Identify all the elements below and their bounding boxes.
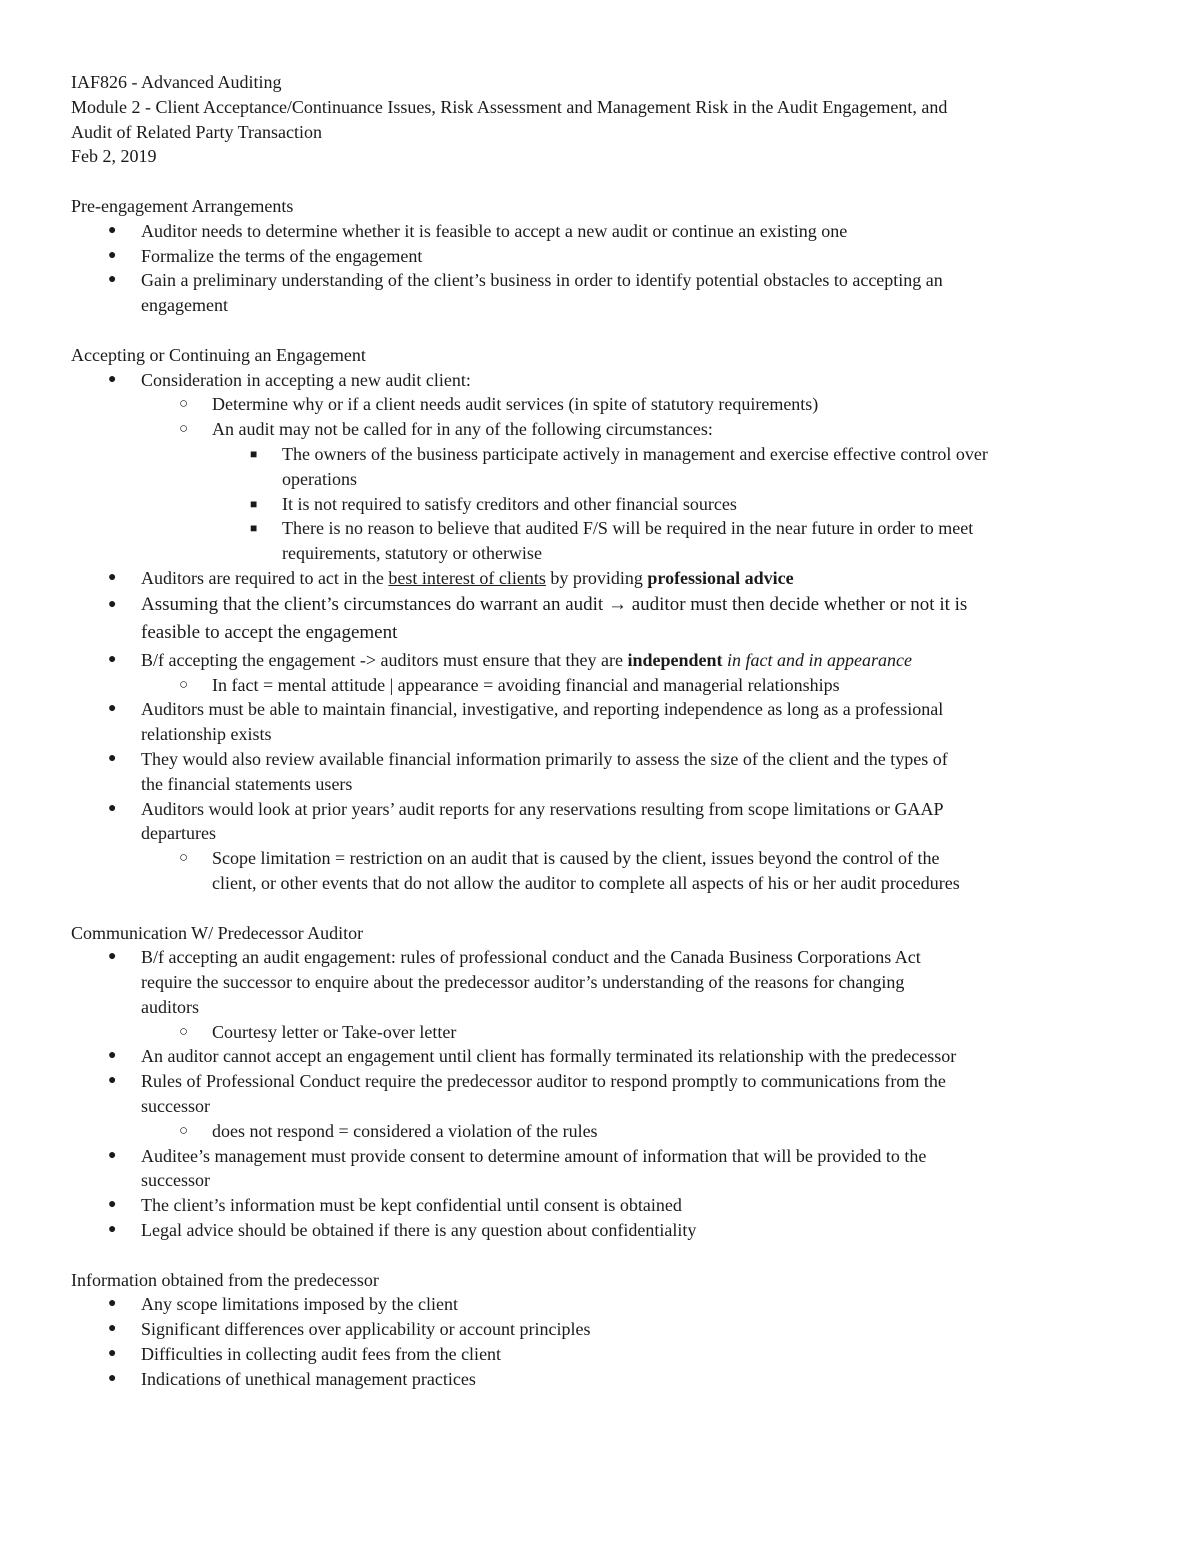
circle-bullet-icon: ○ <box>179 1023 189 1040</box>
list-item: ● Rules of Professional Conduct require the predecessor auditor to respond promptly to communications from the successor <box>108 1071 946 1117</box>
section-heading-information: Information obtained from the predecessor <box>71 1269 379 1290</box>
communication-list <box>71 945 1141 1243</box>
list-item: ● Significant differences over applicability or account principles <box>71 1317 1141 1342</box>
list-item: ● Auditee’s management must provide consent to determine amount of information that will be provided to the successor <box>108 1145 927 1191</box>
list-item: ○ Determine why or if a client needs audit services (in spite of statutory requirements) <box>71 392 1141 417</box>
module-title-line-2: Audit of Related Party Transaction <box>71 121 322 142</box>
bullet-icon: ● <box>108 272 117 288</box>
square-bullet-icon: ■ <box>250 521 258 536</box>
list-item: ● B/f accepting an audit engagement: rules of professional conduct and the Canada Business Corporations Act require the successor to enquire about the predecessor auditor’s understanding of the reasons for changing auditors <box>108 947 921 1017</box>
list-item: ● Indications of unethical management practices <box>71 1367 1141 1392</box>
bold-text: independent <box>627 649 723 670</box>
square-bullet-icon: ■ <box>250 496 258 511</box>
bullet-icon: ● <box>108 651 117 667</box>
bullet-icon: ● <box>108 596 117 612</box>
bullet-icon: ● <box>108 1296 117 1312</box>
circle-bullet-icon: ○ <box>179 1122 189 1139</box>
list-item: ● Any scope limitations imposed by the client <box>71 1292 1141 1317</box>
bullet-icon: ● <box>108 800 117 816</box>
information-list <box>71 1292 1141 1391</box>
bold-text: professional advice <box>647 567 794 588</box>
accepting-list <box>71 368 1141 896</box>
bullet-icon: ● <box>108 247 117 263</box>
bullet-icon: ● <box>108 750 117 766</box>
underlined-text: best interest of clients <box>388 567 546 588</box>
list-item: ■ There is no reason to believe that audited F/S will be required in the near future in order to meet requirements, statutory or otherwise <box>250 518 974 564</box>
bullet-icon: ● <box>108 1048 117 1064</box>
section-heading-pre-engagement: Pre-engagement Arrangements <box>71 195 294 216</box>
bullet-icon: ● <box>108 701 117 717</box>
list-item: ● An auditor cannot accept an engagement until client has formally terminated its relationship with the predecessor <box>71 1044 1141 1069</box>
circle-bullet-icon: ○ <box>179 421 189 438</box>
list-item: ○ does not respond = considered a violation of the rules <box>71 1119 1141 1144</box>
list-item: ● Auditors would look at prior years’ audit reports for any reservations resulting from scope limitations or GAAP departures <box>108 798 944 844</box>
list-item: ○ Scope limitation = restriction on an audit that is caused by the client, issues beyond the control of the client, or other events that do not allow the auditor to complete all aspects of his or her audit procedures <box>179 848 960 893</box>
circle-bullet-icon: ○ <box>179 850 189 867</box>
list-item: ● Assuming that the client’s circumstances do warrant an audit → auditor must then decide whether or not it is feasible to accept the engagement <box>71 591 1141 648</box>
document-page <box>71 70 1141 1392</box>
bullet-icon: ● <box>108 1321 117 1337</box>
bullet-icon: ● <box>108 1147 117 1163</box>
list-item: ○ Courtesy letter or Take-over letter <box>71 1020 1141 1045</box>
bullet-icon: ● <box>108 1222 117 1238</box>
bullet-icon: ● <box>108 1370 117 1386</box>
bullet-icon: ● <box>108 222 117 238</box>
section-heading-accepting: Accepting or Continuing an Engagement <box>71 344 366 365</box>
list-item: ● Auditor needs to determine whether it is feasible to accept a new audit or continue an existing one <box>71 219 1141 244</box>
section-heading-communication: Communication W/ Predecessor Auditor <box>71 922 364 943</box>
bullet-icon: ● <box>108 949 117 965</box>
document-date: Feb 2, 2019 <box>71 146 157 167</box>
list-item: ● Legal advice should be obtained if there is any question about confidentiality <box>71 1218 1141 1243</box>
bullet-icon: ● <box>108 1073 117 1089</box>
bullet-icon: ● <box>108 1197 117 1213</box>
list-item: ○ An audit may not be called for in any of the following circumstances: <box>71 417 1141 442</box>
list-item: ● Difficulties in collecting audit fees from the client <box>71 1342 1141 1367</box>
square-bullet-icon: ■ <box>250 446 258 461</box>
bullet-icon: ● <box>108 371 117 387</box>
list-item: ■ The owners of the business participate actively in management and exercise effective control over operations <box>250 443 988 489</box>
bullet-icon: ● <box>108 569 117 585</box>
list-item: ■ It is not required to satisfy creditors and other financial sources <box>71 492 1141 517</box>
course-title: IAF826 - Advanced Auditing <box>71 72 282 92</box>
pre-engagement-list <box>71 219 1141 318</box>
list-item: ● Formalize the terms of the engagement <box>71 244 1141 269</box>
list-item: ● They would also review available financial information primarily to assess the size of the client and the types of the financial statements users <box>108 748 948 794</box>
list-item: ● Gain a preliminary understanding of the client’s business in order to identify potential obstacles to accepting an engagement <box>108 270 943 316</box>
list-item: ● Consideration in accepting a new audit client: <box>71 368 1141 393</box>
list-item: ● Auditors must be able to maintain financial, investigative, and reporting independence as long as a professional relationship exists <box>108 699 944 745</box>
bullet-icon: ● <box>108 1346 117 1362</box>
circle-bullet-icon: ○ <box>179 396 189 413</box>
list-item: ● The client’s information must be kept confidential until consent is obtained <box>71 1193 1141 1218</box>
list-item: ○ In fact = mental attitude | appearance = avoiding financial and managerial relationships <box>71 673 1141 698</box>
list-item: ● Auditors are required to act in the best interest of clients by providing professional advice <box>71 566 1141 591</box>
italic-text: in fact and in appearance <box>722 649 912 670</box>
circle-bullet-icon: ○ <box>179 676 189 693</box>
list-item: ● B/f accepting the engagement -> auditors must ensure that they are independent in fact and in appearance <box>71 648 1141 673</box>
module-title-line-1: Module 2 - Client Acceptance/Continuance Issues, Risk Assessment and Management Risk in the Audit Engagement, and <box>71 96 948 117</box>
